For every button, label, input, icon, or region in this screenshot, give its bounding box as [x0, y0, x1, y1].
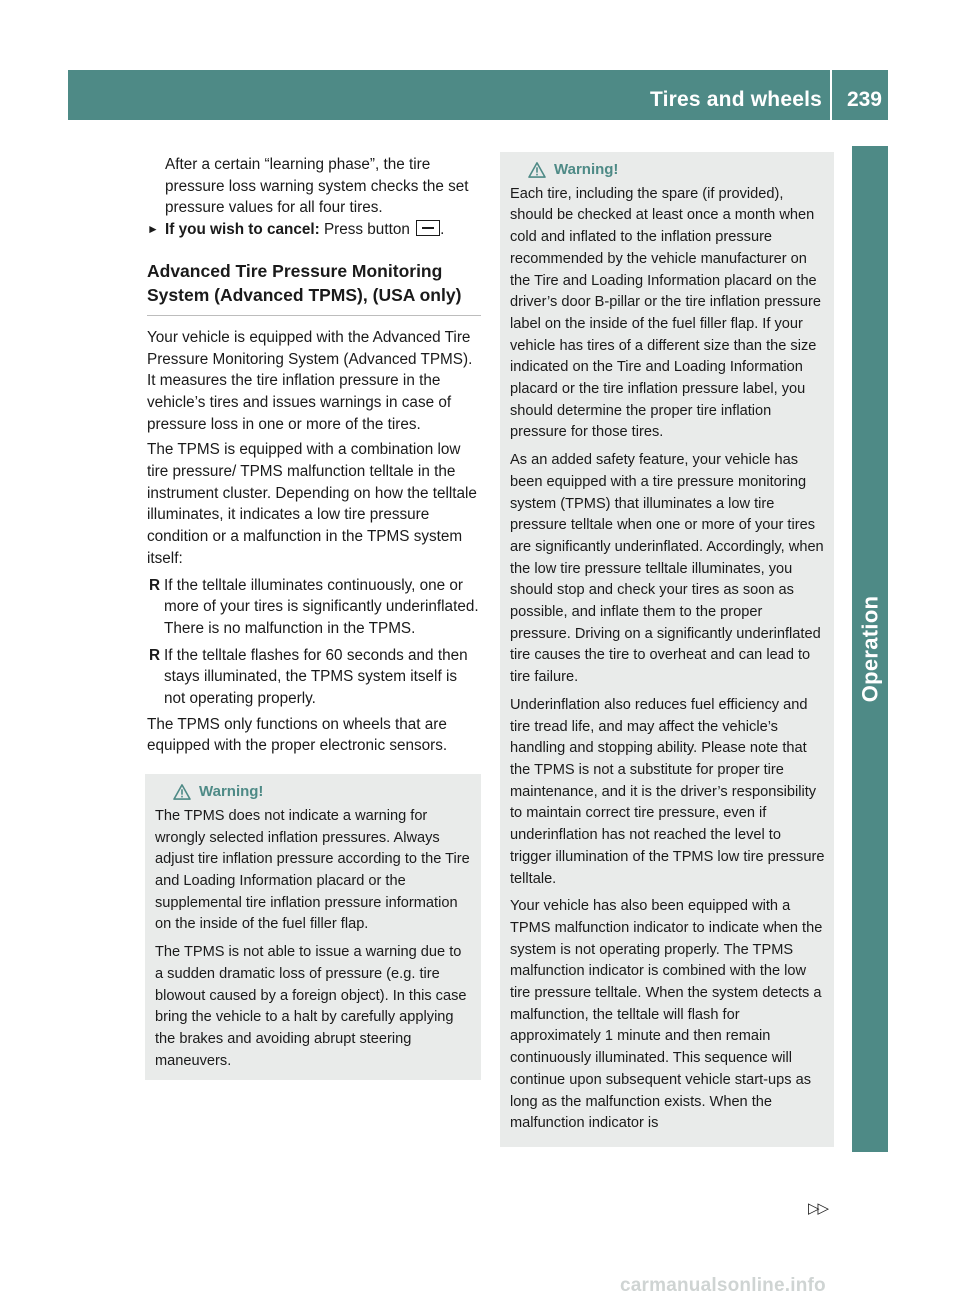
right-column [500, 152, 833, 1147]
continue-arrows-icon: ▷▷ [808, 1200, 828, 1217]
minus-key-icon [416, 220, 440, 236]
warning-text: Your vehicle has also been equipped with a TPMS malfunction indicator to indicate when the system is not operating properly. The TPMS malfunction indicator is combined with the low tire pressure telltale. When the system detects a malfunction, the telltale will flash for approximately 1 minute and then remain continuously illuminated. This sequence will continue upon subsequent vehicle start-ups as long as the malfunction exists. When the malfunction indicator is [510, 898, 823, 1132]
warning-triangle-icon [173, 784, 191, 800]
page-header [68, 70, 888, 120]
section-title: Tires and wheels [649, 88, 822, 111]
section-heading: Advanced Tire Pressure Monitoring System (Advanced TPMS), (USA only) [147, 259, 481, 316]
warning-text: Each tire, including the spare (if provided), should be checked at least once a month when cold and inflated to the inflation pressure recommended by the vehicle manufacturer on the Tire and Loading Information placard on the driver’s door B-pillar or the tire inflation pressure label on the inside of the fuel filler flap. If your vehicle has tires of a different size than the size indicated on the Tire and Loading Information placard or the tire inflation pressure label, you should determine the proper tire inflation pressure for those tires. [510, 185, 821, 441]
paragraph: The TPMS is equipped with a combination low tire pressure/ TPMS malfunction telltale in the instrument cluster. Depending on how the telltale illuminates, it indicates a low tire pressure condition or a malfunction in the TPMS system itself: [147, 441, 477, 567]
cancel-label: If you wish to cancel: [165, 221, 320, 239]
cancel-end: . [440, 221, 445, 239]
page-number: 239 [846, 88, 882, 111]
bullet-text: If the telltale illuminates continuously, one or more of your tires is significantly underinflated. There is no malfunction in the TPMS. [164, 576, 479, 637]
left-column [147, 154, 481, 1080]
warning-title: Warning! [554, 161, 619, 178]
intro-text: After a certain “learning phase”, the tire pressure loss warning system checks the set pressure values for all four tires. [165, 156, 469, 217]
warning-text: The TPMS is not able to issue a warning due to a sudden dramatic loss of pressure (e.g. tire blowout caused by a foreign object). In this case bring the vehicle to a halt by carefully applying the brakes and avoiding abrupt steering maneuvers. [155, 944, 467, 1069]
watermark: carmanualsonline.info [620, 1275, 826, 1296]
paragraph: Your vehicle is equipped with the Advanced Tire Pressure Monitoring System (Advanced TPMS). It measures the tire inflation pressure in the vehicle’s tires and issues warnings in case of pressure loss in one or more of the tires. [147, 328, 473, 433]
list-item [147, 645, 481, 710]
warning-text: The TPMS does not indicate a warning for wrongly selected inflation pressures. Always adjust tire inflation pressure according to the Tire and Loading Information placard or the supplemental tire inflation pressure information on the inside of the fuel filler flap. [155, 807, 470, 933]
bullet-icon: R [149, 646, 161, 664]
warning-box [145, 774, 481, 1080]
warning-text: As an added safety feature, your vehicle has been equipped with a tire pressure monitoring system (TPMS) that illuminates a low tire pressure telltale when one or more of your tires are significantly underinflated. Accordingly, when the low tire pressure telltale illuminates, you should stop and check your tires as soon as possible, and inflate them to the proper pressure. Driving on a significantly underinflated tire causes the tire to overheat and can lead to tire failure. [510, 452, 824, 686]
chapter-tab [852, 146, 888, 1152]
warning-header [510, 159, 826, 181]
bullet-text: If the telltale flashes for 60 seconds and then stays illuminated, the TPMS system itself is not operating properly. [164, 646, 468, 708]
warning-box [500, 152, 834, 1147]
paragraph: The TPMS only functions on wheels that are equipped with the proper electronic sensors. [147, 715, 448, 755]
warning-text: Underinflation also reduces fuel efficiency and tire tread life, and may affect the vehicle’s handling and stopping ability. Please note that the TPMS is not a substitute for proper tire maintenance, and it is the driver’s responsibility to maintain correct tire pressure, even if underinflation has not reached the level to trigger illumination of the TPMS low tire pressure telltale. [510, 696, 825, 887]
warning-header [155, 781, 473, 803]
cancel-text: Press button [319, 221, 415, 239]
warning-title: Warning! [199, 783, 264, 801]
bullet-icon: R [149, 576, 161, 594]
list-item [147, 575, 481, 640]
instruction-arrow-icon: ► [147, 222, 159, 237]
chapter-label: Operation [857, 595, 883, 703]
header-divider [830, 70, 832, 120]
cancel-instruction [147, 219, 481, 241]
warning-triangle-icon [528, 162, 546, 178]
